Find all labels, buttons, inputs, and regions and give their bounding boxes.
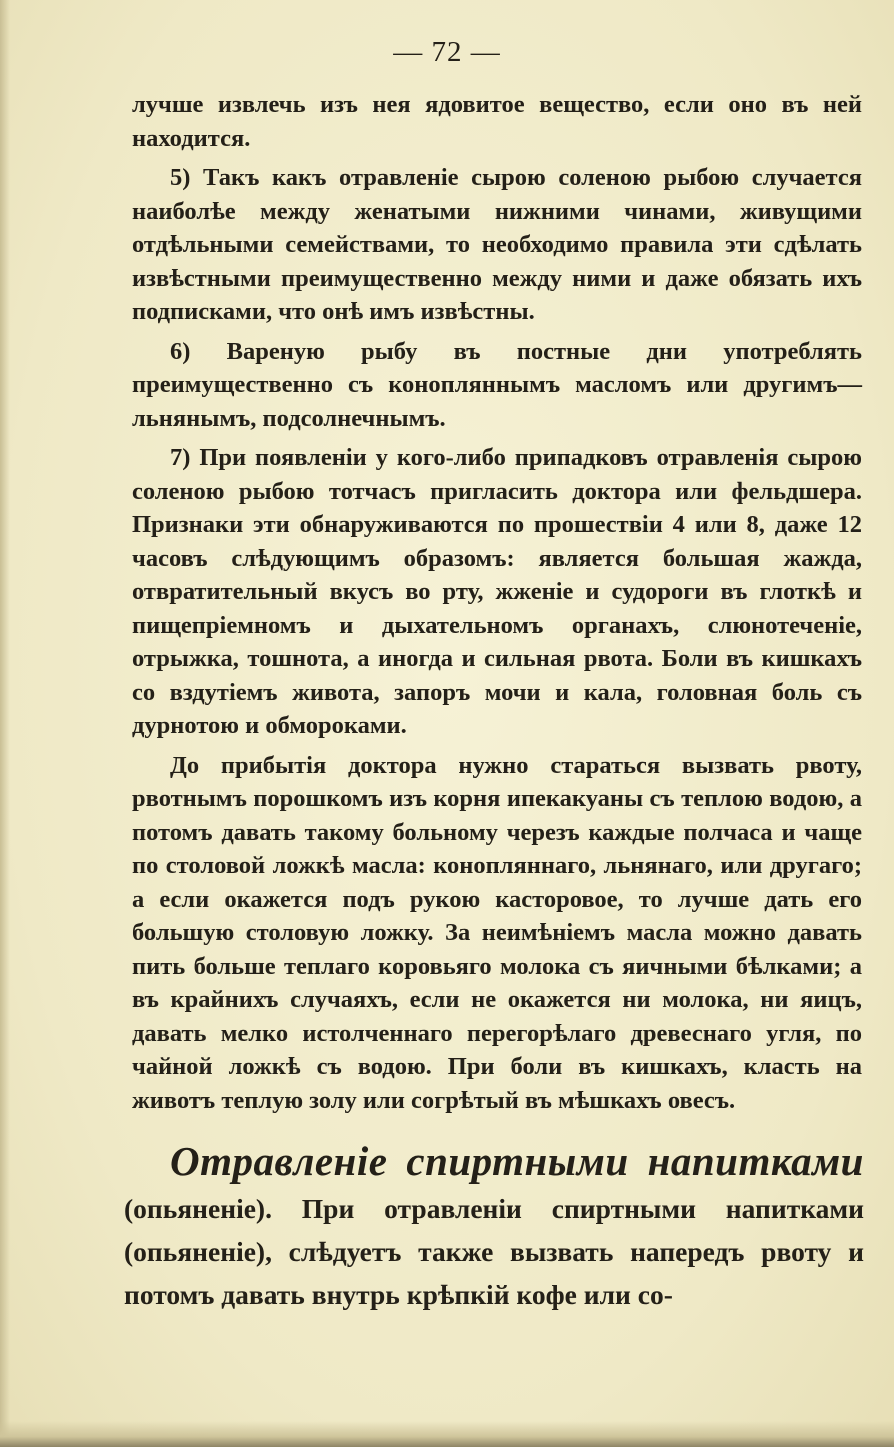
paragraph-rule-7: 7) При появленіи у кого-либо припадковъ отравленія сырою соленою рыбою тотчасъ пригласить доктора или фельдшера. Признаки эти обнаруживаются по прошествіи 4 или 8, даже 12 часовъ слѣдующимъ образомъ: является большая жажда, отвратительный вкусъ во рту, жженіе и судороги въ глоткѣ и пищепріемномъ и дыхательномъ органахъ, слюнотеченіе, отрыжка, тошнота, а иногда и сильная рвота. Боли въ кишкахъ со вздутіемъ живота, запоръ мочи и кала, головная боль съ дурнотою и обмороками. [132,444,862,739]
paragraph-rule-6: 6) Вареную рыбу въ постные дни употреблять преимущественно съ конопляннымъ масломъ или другимъ—льнянымъ, подсолнечнымъ. [132,337,862,432]
paragraph-rule-5: 5) Такъ какъ отравленіе сырою соленою рыбою случается наиболѣе между женатыми нижними чинами, живущими отдѣльными семействами, то необходимо правила эти сдѣлать извѣстными преимущественно между ними и даже обязать ихъ подписками, что онѣ имъ извѣстны. [132,164,862,325]
body-text [132,88,862,1117]
section-text: (опьяненіе). При отравленіи спиртными напитками (опьяненіе), слѣдуетъ также вызвать напередъ рвоту и потомъ давать внутрь крѣпкій кофе или со- [124,1193,864,1310]
page-left-edge [0,0,10,1447]
paragraph-continuation: лучше извлечь изъ нея ядовитое вещество, если оно въ ней находится. [132,91,862,152]
paragraph-first-aid: До прибытія доктора нужно стараться вызвать рвоту, рвотнымъ порошкомъ изъ корня ипекакуаны съ теплою водою, а потомъ давать такому больному черезъ каждые полчаса и чаще по столовой ложкѣ масла: конопляннаго, льнянаго, или другаго; а если окажется подъ рукою касторовое, то лучше дать его большую столовую ложку. За неимѣніемъ масла можно давать пить больше теплаго коровьяго молока съ яичными бѣлками; а въ крайнихъ случаяхъ, если не окажется ни молока, ни яицъ, давать мелко истолченнаго перегорѣлаго древеснаго угля, по чайной ложкѣ съ водою. При боли въ кишкахъ, класть на животъ теплую золу или согрѣтый въ мѣшкахъ овесъ. [132,751,862,1114]
page-bottom-edge [0,1421,894,1447]
section-title: Отравленіе спиртными напитками [170,1138,864,1184]
section-alcohol-poisoning [124,1140,864,1316]
page-number: — 72 — [393,36,501,68]
